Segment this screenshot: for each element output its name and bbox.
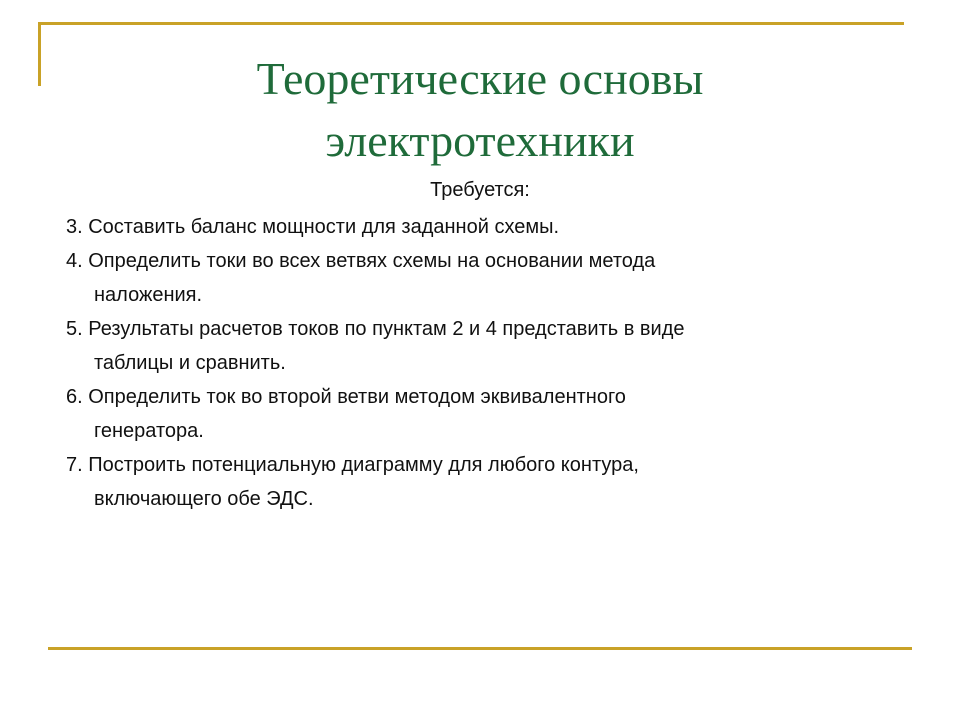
frame-bottom-line — [48, 647, 912, 650]
task-item-6-continuation: генератора. — [94, 420, 204, 442]
task-item-5-text: 5. Результаты расчетов токов по пунктам 2 и 4 представить в виде — [66, 318, 685, 340]
task-item-7 — [66, 448, 846, 516]
task-item-7-continuation: включающего обе ЭДС. — [94, 488, 314, 510]
slide-subtitle: Требуется: — [430, 179, 530, 201]
task-item-4-text: 4. Определить токи во всех ветвях схемы на основании метода — [66, 250, 656, 272]
slide-title-line-2: электротехники — [325, 115, 635, 166]
task-item-3 — [66, 210, 846, 244]
task-item-4 — [66, 244, 846, 312]
task-item-6-text: 6. Определить ток во второй ветви методом эквивалентного — [66, 386, 626, 408]
task-item-3-text: 3. Составить баланс мощности для заданной схемы. — [66, 216, 560, 238]
frame-left-line — [38, 22, 41, 86]
slide-title — [60, 48, 900, 172]
frame-top-line — [38, 22, 904, 25]
slide-title-line-1: Теоретические основы — [256, 53, 704, 104]
task-item-5 — [66, 312, 846, 380]
task-item-6 — [66, 380, 846, 448]
task-item-5-continuation: таблицы и сравнить. — [94, 352, 286, 374]
task-list — [66, 210, 846, 516]
task-item-4-continuation: наложения. — [94, 284, 203, 306]
task-item-7-text: 7. Построить потенциальную диаграмму для любого контура, — [66, 454, 639, 476]
